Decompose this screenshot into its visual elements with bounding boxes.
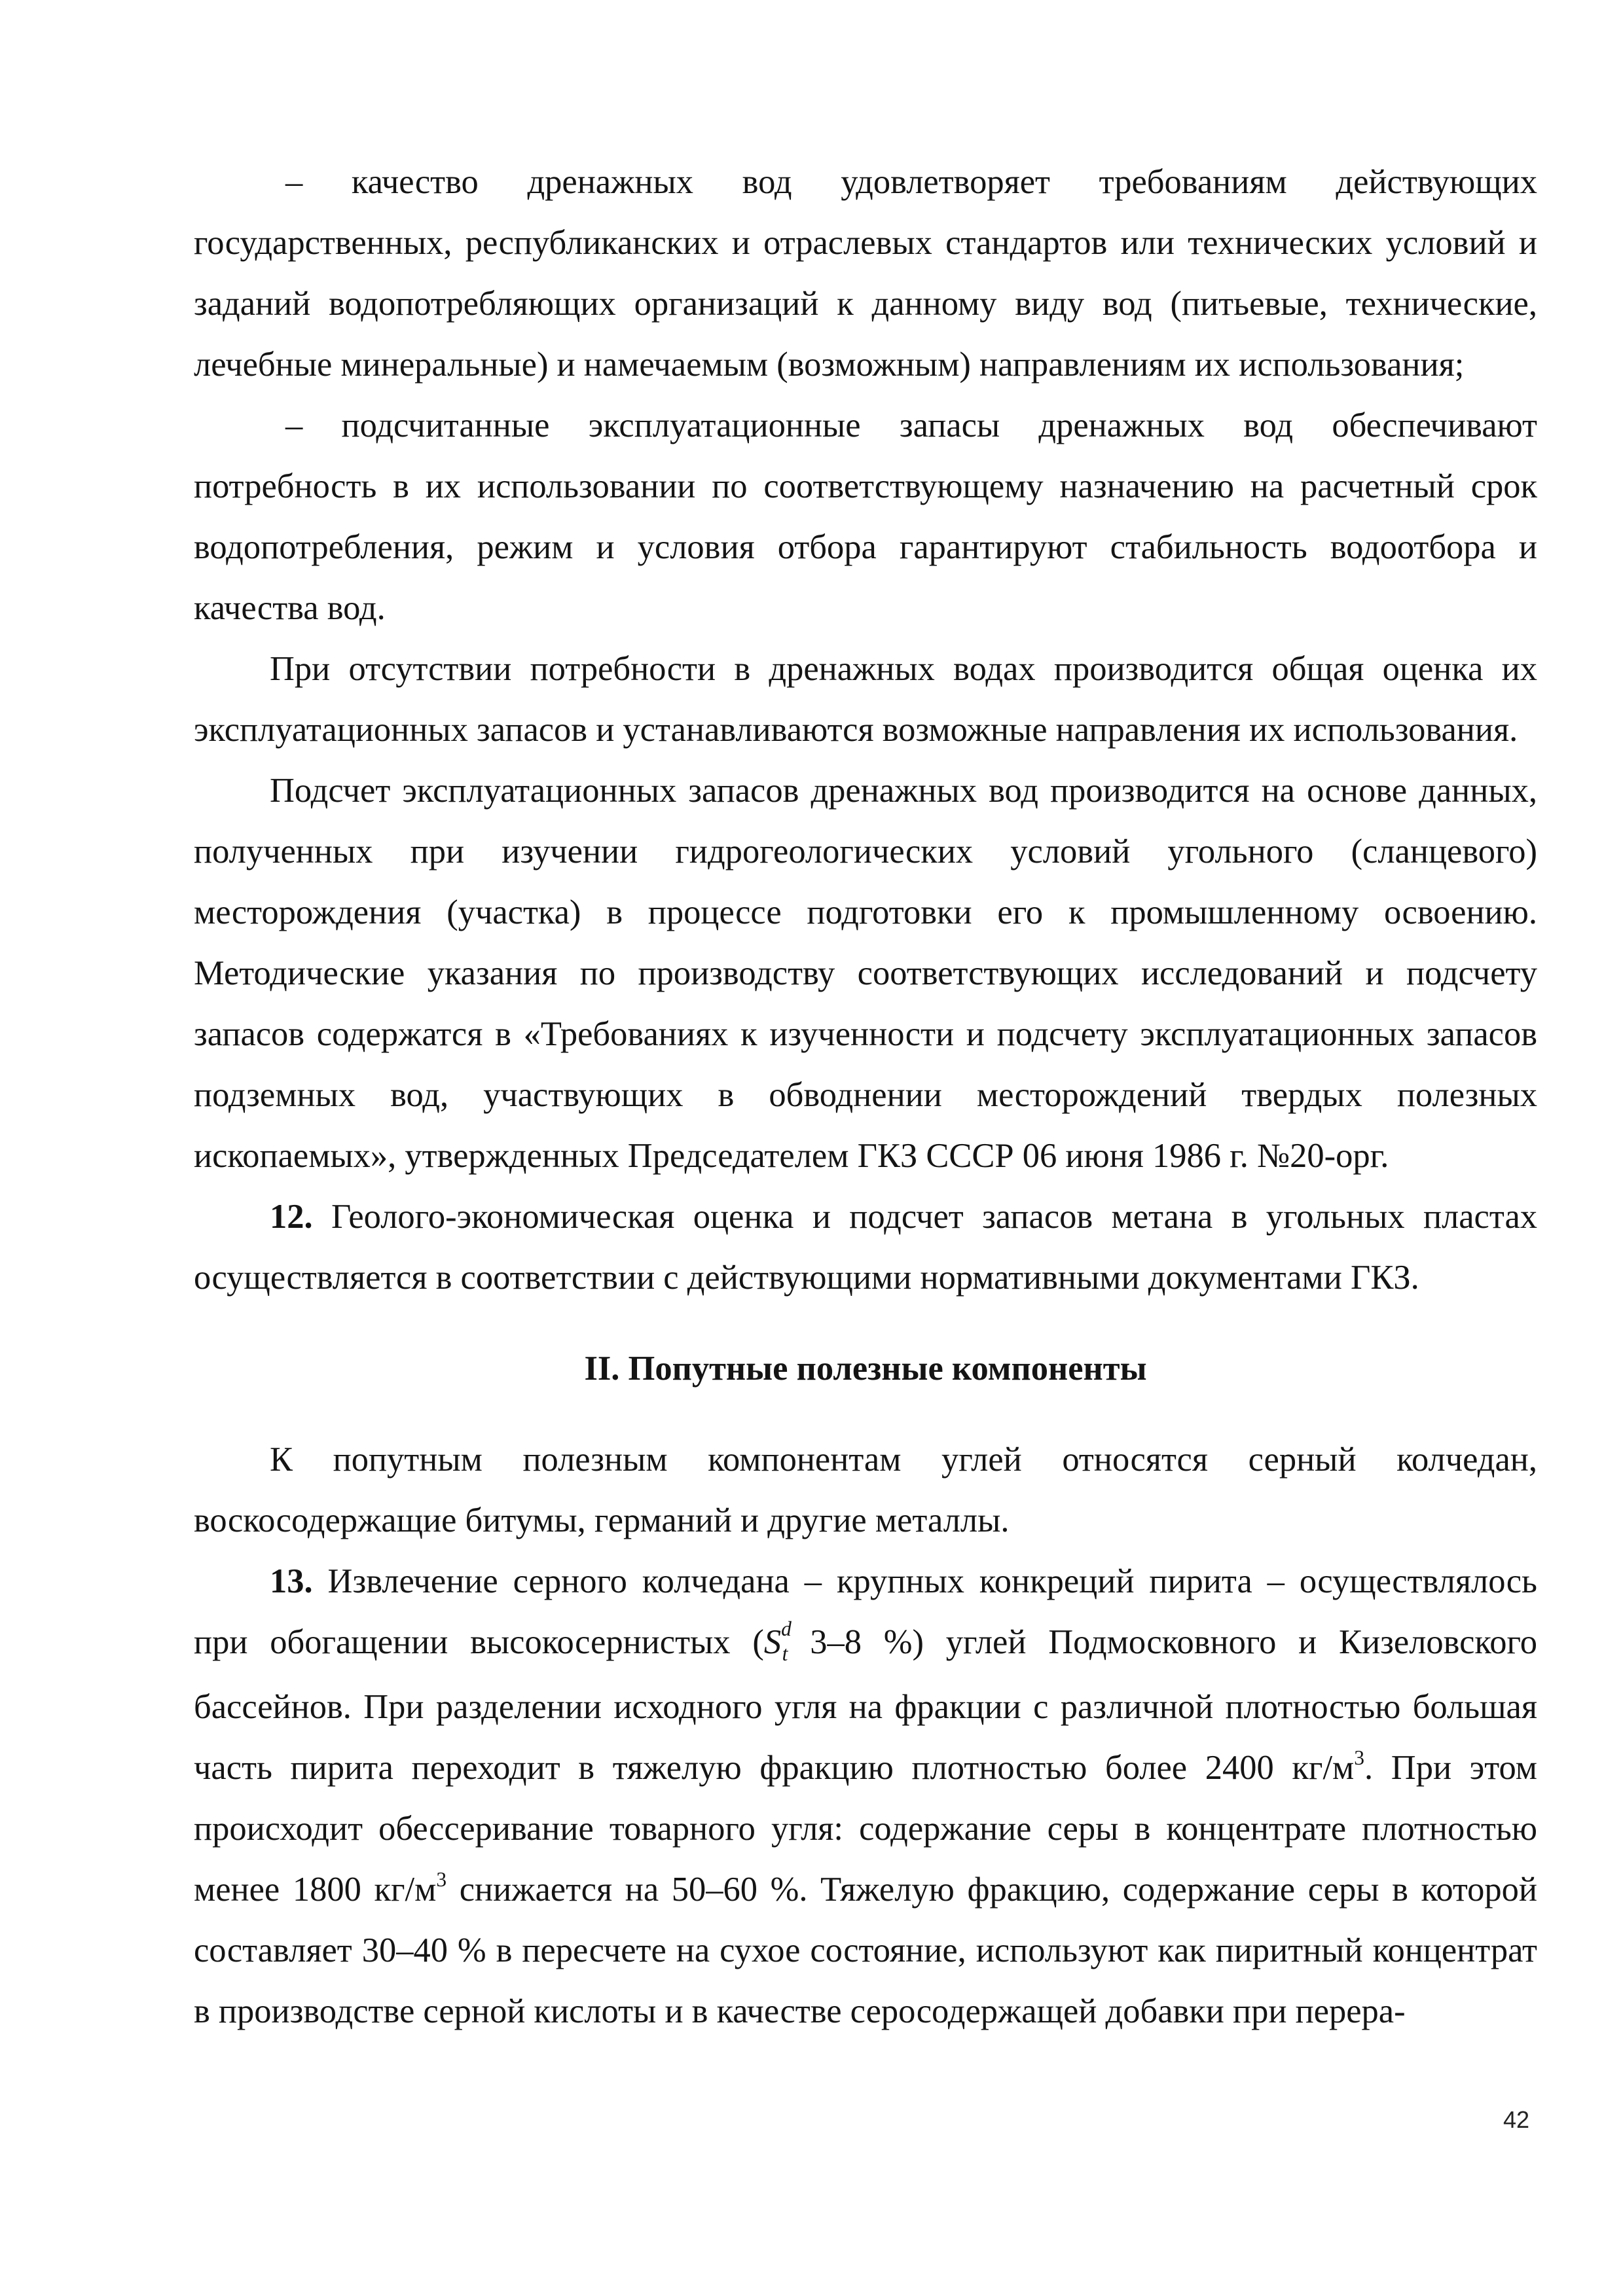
item-text: Извлечение серного колчедана – крупных конкреций пирита – осуществлялось при обогащении высокосернистых (	[194, 1562, 1537, 1661]
cubic-superscript: 3	[436, 1867, 447, 1891]
item-text: Геолого-экономическая оценка и подсчет запасов метана в угольных пластах осуществляется в соответствии с действующими нормативными документами ГКЗ.	[194, 1198, 1537, 1297]
item-number: 12.	[270, 1198, 313, 1236]
section-heading: II. Попутные полезные компоненты	[584, 1350, 1147, 1388]
sulfur-symbol: $S^d_t$	[763, 1617, 792, 1666]
item-text: . При этом происходит обессеривание товарного угля: содержание серы в концентрате плотностью менее 1800 кг/м	[194, 1749, 1537, 1909]
paragraph-item-13	[194, 1551, 1537, 2042]
item-text: 3–8 %) углей Подмосковного и Кизеловского бассейнов. При разделении исходного угля на фракции с различной плотностью большая часть пирита переходит в тяжелую фракцию плотностью более 2400 кг/м	[194, 1623, 1537, 1787]
paragraph-by-products: К попутным полезным компонентам углей относятся серный колчедан, воскосодержащие битумы, германий и другие металлы.	[194, 1441, 1537, 1539]
paragraph-item-12	[194, 1187, 1537, 1308]
item-text: снижается на 50–60 %. Тяжелую фракцию, содержание серы в которой составляет 30–40 % в пересчете на сухое состояние, используют как пиритный концентрат в производстве серной кислоты и в качестве серосодержащей добавки при перера-	[194, 1871, 1538, 2030]
item-number: 13.	[270, 1562, 313, 1600]
sulfur-superscript: d	[781, 1617, 792, 1641]
paragraph-reserves-calculation: Подсчет эксплуатационных запасов дренажных вод производится на основе данных, полученных при изучении гидрогеологических условий угольного (сланцевого) месторождения (участка) в процессе подготовки его к промышленному освоению. Методические указания по производству соответствующих исследований и подсчету запасов содержатся в «Требованиях к изученности и подсчету эксплуатационных запасов подземных вод, участвующих в обводнении месторождений твердых полезных ископаемых», утвержденных Председателем ГКЗ СССР 06 июня 1986 г. №20-орг.	[194, 772, 1537, 1175]
sulfur-subscript: t	[782, 1642, 788, 1666]
page-number: 42	[1503, 2106, 1530, 2133]
document-body	[194, 152, 1537, 2042]
paragraph-no-demand: При отсутствии потребности в дренажных водах производится общая оценка их эксплуатационных запасов и устанавливаются возможные направления их использования.	[194, 650, 1537, 749]
paragraph-drainage-quality: – качество дренажных вод удовлетворяет требованиям действующих государственных, республиканских и отраслевых стандартов или технических условий и заданий водопотребляющих организаций к данному виду вод (питьевые, технические, лечебные минеральные) и намечаемым (возможным) направлениям их использования;	[194, 163, 1537, 384]
paragraph-drainage-reserves: – подсчитанные эксплуатационные запасы дренажных вод обеспечивают потребность в их использовании по соответствующему назначению на расчетный срок водопотребления, режим и условия отбора гарантируют стабильность водоотбора и качества вод.	[194, 406, 1537, 627]
cubic-superscript: 3	[1354, 1746, 1365, 1769]
